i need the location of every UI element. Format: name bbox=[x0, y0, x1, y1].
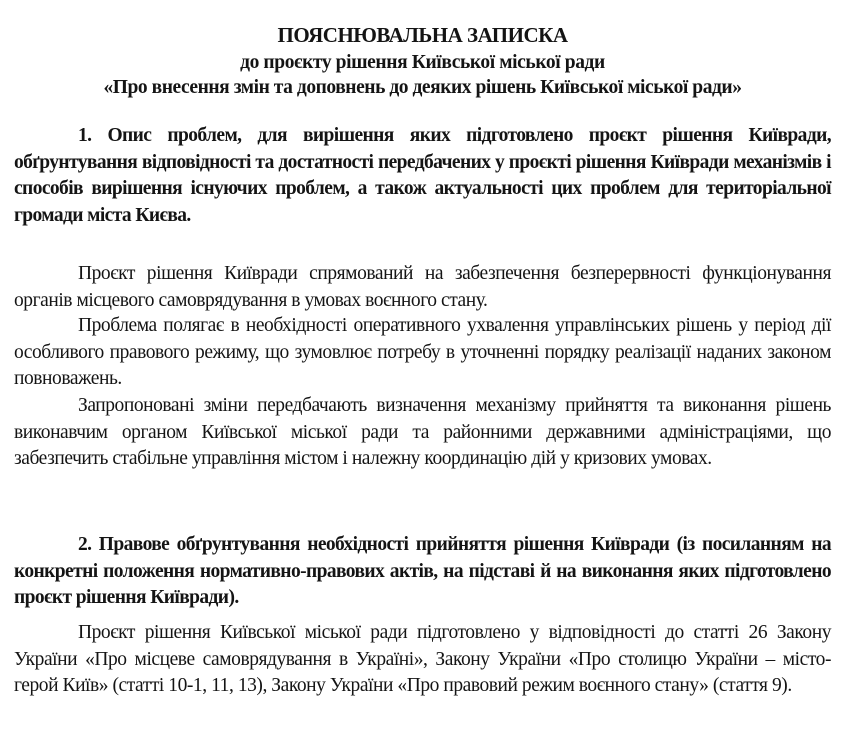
document-subtitle: до проєкту рішення Київської міської ради bbox=[240, 52, 605, 73]
section-1-paragraph-3: Запропоновані зміни передбачають визначення механізму прийняття та виконання рішень виконавчим органом Київської міської ради та районними державними адміністраціями, що забезпечить стабільне управління містом і належну координацію дій у кризових умовах. bbox=[14, 395, 831, 469]
section-1-heading: 1. Опис проблем, для вирішення яких підготовлено проєкт рішення Київради, обґрунтування відповідності та достатності передбачених у проєкті рішення Київради механізмів і способів вирішення існуючих проблем, а також актуальності цих проблем для територіальної громади міста Києва. bbox=[14, 125, 831, 226]
section-1-paragraph-2: Проблема полягає в необхідності оперативного ухвалення управлінських рішень у період дії особливого правового режиму, що зумовлює потребу в уточненні порядку реалізації наданих законом повноважень. bbox=[14, 315, 831, 389]
section-2-paragraph-1: Проєкт рішення Київської міської ради підготовлено у відповідності до статті 26 Закону України «Про місцеве самоврядування в Україні», Закону України «Про столицю України – місто-герой Київ» (статті 10-1, 11, 13), Закону України «Про правовий режим воєнного стану» (стаття 9). bbox=[14, 622, 831, 696]
document-subject: «Про внесення змін та доповнень до деяких рішень Київської міської ради» bbox=[103, 77, 742, 98]
section-2-heading: 2. Правове обґрунтування необхідності прийняття рішення Київради (із посиланням на конкретні положення нормативно-правових актів, на підставі й на виконання яких підготовлено проєкт рішення Київради). bbox=[14, 534, 831, 608]
document-title: ПОЯСНЮВАЛЬНА ЗАПИСКА bbox=[277, 23, 568, 47]
section-1-paragraph-1: Проєкт рішення Київради спрямований на забезпечення безперервності функціонування органів місцевого самоврядування в умовах воєнного стану. bbox=[14, 263, 831, 311]
